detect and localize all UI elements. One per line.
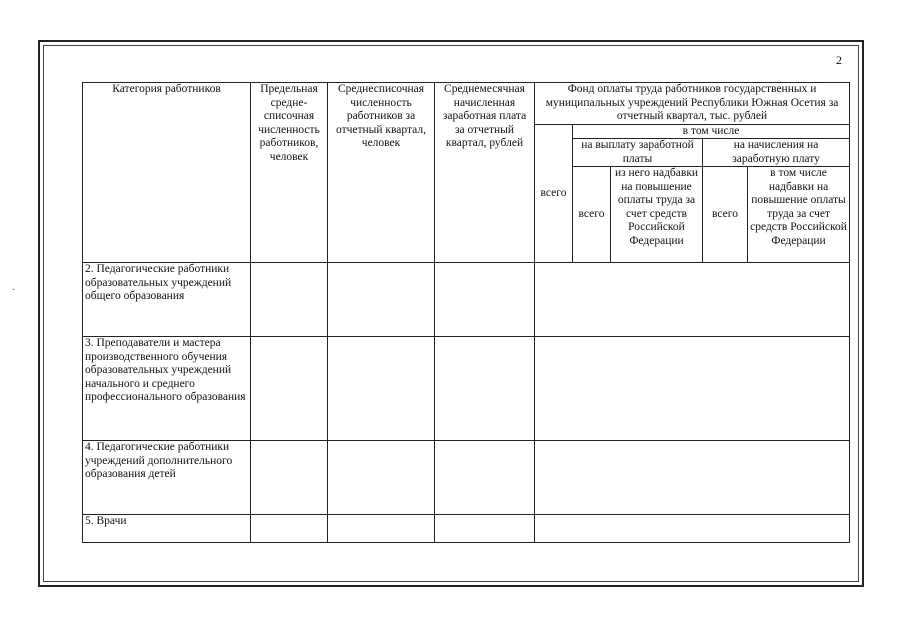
table-row xyxy=(83,337,850,441)
margin-mark: . xyxy=(12,282,15,293)
row-cell-fund xyxy=(535,263,850,337)
row-cell xyxy=(251,515,328,543)
row-cell-fund xyxy=(535,337,850,441)
header-category: Категория работников xyxy=(83,83,251,263)
header-including: в том числе xyxy=(573,124,850,139)
row-cell xyxy=(328,337,435,441)
row-cell xyxy=(328,515,435,543)
header-total: всего xyxy=(535,124,573,263)
row-category: 5. Врачи xyxy=(83,515,251,543)
header-payout: на выплату заработной платы xyxy=(573,139,703,167)
row-cell xyxy=(435,263,535,337)
page-number: 2 xyxy=(836,53,842,67)
header-accrual: на начисления на заработную плату xyxy=(703,139,850,167)
row-cell xyxy=(435,515,535,543)
row-category: 3. Преподаватели и мастера производственного обучения образовательных учреждений начального и среднего профессионального образования xyxy=(83,337,251,441)
row-cell xyxy=(251,337,328,441)
row-cell-fund xyxy=(535,515,850,543)
table-row xyxy=(83,263,850,337)
header-row-1 xyxy=(83,83,850,125)
header-limit-headcount: Предельная средне-списочная численность работников, человек xyxy=(251,83,328,263)
header-accrual-total: всего xyxy=(703,167,748,263)
table-row xyxy=(83,441,850,515)
header-avg-headcount: Среднесписочная численность работников за отчетный квартал, человек xyxy=(328,83,435,263)
header-payout-total: всего xyxy=(573,167,611,263)
salary-fund-table xyxy=(82,82,850,543)
row-cell xyxy=(328,263,435,337)
header-payout-bonus: из него надбавки на повышение оплаты труда за счет средств Российской Федерации xyxy=(611,167,703,263)
row-cell xyxy=(328,441,435,515)
row-category: 2. Педагогические работники образовательных учреждений общего образования xyxy=(83,263,251,337)
row-cell xyxy=(435,337,535,441)
row-cell xyxy=(435,441,535,515)
row-cell xyxy=(251,263,328,337)
row-category: 4. Педагогические работники учреждений дополнительного образования детей xyxy=(83,441,251,515)
row-cell-fund xyxy=(535,441,850,515)
header-fund: Фонд оплаты труда работников государственных и муниципальных учреждений Республики Южная Осетия за отчетный квартал, тыс. рублей xyxy=(535,83,850,125)
header-accrual-bonus: в том числе надбавки на повышение оплаты труда за счет средств Российской Федерации xyxy=(748,167,850,263)
header-avg-salary: Среднемесячная начисленная заработная плата за отчетный квартал, рублей xyxy=(435,83,535,263)
table-row xyxy=(83,515,850,543)
row-cell xyxy=(251,441,328,515)
